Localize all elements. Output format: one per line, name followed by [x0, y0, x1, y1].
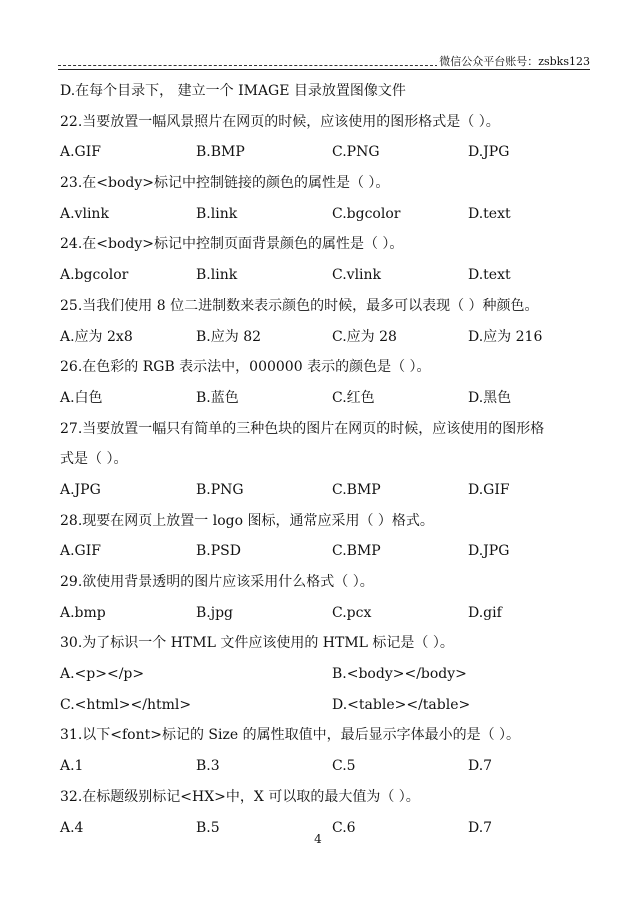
- options-row: [60, 199, 600, 230]
- option-item: B.5: [196, 819, 220, 836]
- question-text: 22.当要放置一幅风景照片在网页的时候，应该使用的图形格式是（ ）。: [60, 113, 500, 130]
- option-item: B.jpg: [196, 604, 234, 621]
- option-item: C.红色: [332, 389, 375, 406]
- option-item: A.4: [60, 819, 84, 836]
- option-item: A.1: [60, 758, 84, 775]
- header-account-text: 微信公众平台账号：zsbks123: [437, 52, 590, 72]
- page-number: 4: [314, 832, 322, 846]
- options-row: [60, 536, 600, 567]
- option-item: C.<html></html>: [60, 696, 192, 713]
- option-item: A.白色: [60, 389, 103, 406]
- option-item: A.GIF: [60, 144, 101, 161]
- options-row: [60, 260, 600, 291]
- question-text: 27.当要放置一幅只有简单的三种色块的图片在网页的时候，应该使用的图形格: [60, 420, 545, 437]
- option-item: B.应为 82: [196, 328, 262, 345]
- option-item: B.<body></body>: [332, 666, 467, 683]
- option-item: A.GIF: [60, 543, 101, 560]
- option-item: B.PNG: [196, 481, 244, 498]
- option-item: A.应为 2x8: [60, 328, 133, 345]
- options-row: [60, 322, 600, 353]
- question-text: 28.现要在网页上放置一 logo 图标，通常应采用（ ）格式。: [60, 512, 434, 529]
- option-item: D.应为 216: [468, 328, 543, 345]
- options-row: [60, 659, 600, 690]
- option-item: D.text: [468, 267, 511, 284]
- header-rule: [58, 69, 590, 70]
- options-row: [60, 751, 600, 782]
- option-item: C.5: [332, 758, 356, 775]
- option-item: B.BMP: [196, 144, 245, 161]
- option-item: D.<table></table>: [332, 696, 471, 713]
- question-content: [60, 76, 600, 843]
- option-item: D.黑色: [468, 389, 512, 406]
- option-item: D.JPG: [468, 144, 510, 161]
- option-item: D.JPG: [468, 543, 510, 560]
- option-item: C.bgcolor: [332, 205, 401, 222]
- question-text: 30.为了标识一个 HTML 文件应该使用的 HTML 标记是（ ）。: [60, 635, 454, 652]
- options-row: [60, 598, 600, 629]
- option-item: A.bmp: [60, 604, 106, 621]
- option-item: C.BMP: [332, 481, 381, 498]
- option-item: C.pcx: [332, 604, 372, 621]
- option-item: D.gif: [468, 604, 502, 621]
- option-item: C.应为 28: [332, 328, 397, 345]
- options-row: [60, 690, 600, 721]
- option-item: C.vlink: [332, 267, 382, 284]
- option-item: A.vlink: [60, 205, 109, 222]
- question-text: 26.在色彩的 RGB 表示法中，000000 表示的颜色是（ ）。: [60, 359, 431, 376]
- question-text: D.在每个目录下， 建立一个 IMAGE 目录放置图像文件: [60, 83, 406, 99]
- option-item: A.bgcolor: [60, 267, 129, 284]
- option-item: C.PNG: [332, 144, 380, 161]
- option-item: B.3: [196, 758, 220, 775]
- option-item: B.蓝色: [196, 389, 239, 406]
- option-item: B.link: [196, 267, 238, 284]
- options-row: [60, 475, 600, 506]
- option-item: B.PSD: [196, 543, 241, 560]
- option-item: D.7: [468, 758, 493, 775]
- question-text: 29.欲使用背景透明的图片应该采用什么格式（ ）。: [60, 574, 374, 590]
- option-item: A.<p></p>: [60, 666, 145, 683]
- option-item: A.JPG: [60, 481, 101, 498]
- options-row: [60, 137, 600, 168]
- question-text: 23.在<body>标记中控制链接的颜色的属性是（ ）。: [60, 175, 390, 192]
- option-item: D.GIF: [468, 481, 510, 498]
- option-item: C.6: [332, 819, 356, 836]
- option-item: C.BMP: [332, 543, 381, 560]
- question-text: 31.以下<font>标记的 Size 的属性取值中，最后显示字体最小的是（ ）。: [60, 727, 521, 744]
- option-item: B.link: [196, 205, 238, 222]
- option-item: D.7: [468, 819, 493, 836]
- question-text: 式是（ ）。: [60, 451, 128, 468]
- question-text: 25.当我们使用 8 位二进制数来表示颜色的时候，最多可以表现（ ）种颜色。: [60, 297, 539, 314]
- question-text: 32.在标题级别标记<HX>中，X 可以取的最大值为（ ）。: [60, 788, 420, 805]
- question-text: 24.在<body>标记中控制页面背景颜色的属性是（ ）。: [60, 236, 404, 253]
- option-item: D.text: [468, 205, 511, 222]
- header-dashed-line: [58, 65, 438, 66]
- options-row: [60, 383, 600, 414]
